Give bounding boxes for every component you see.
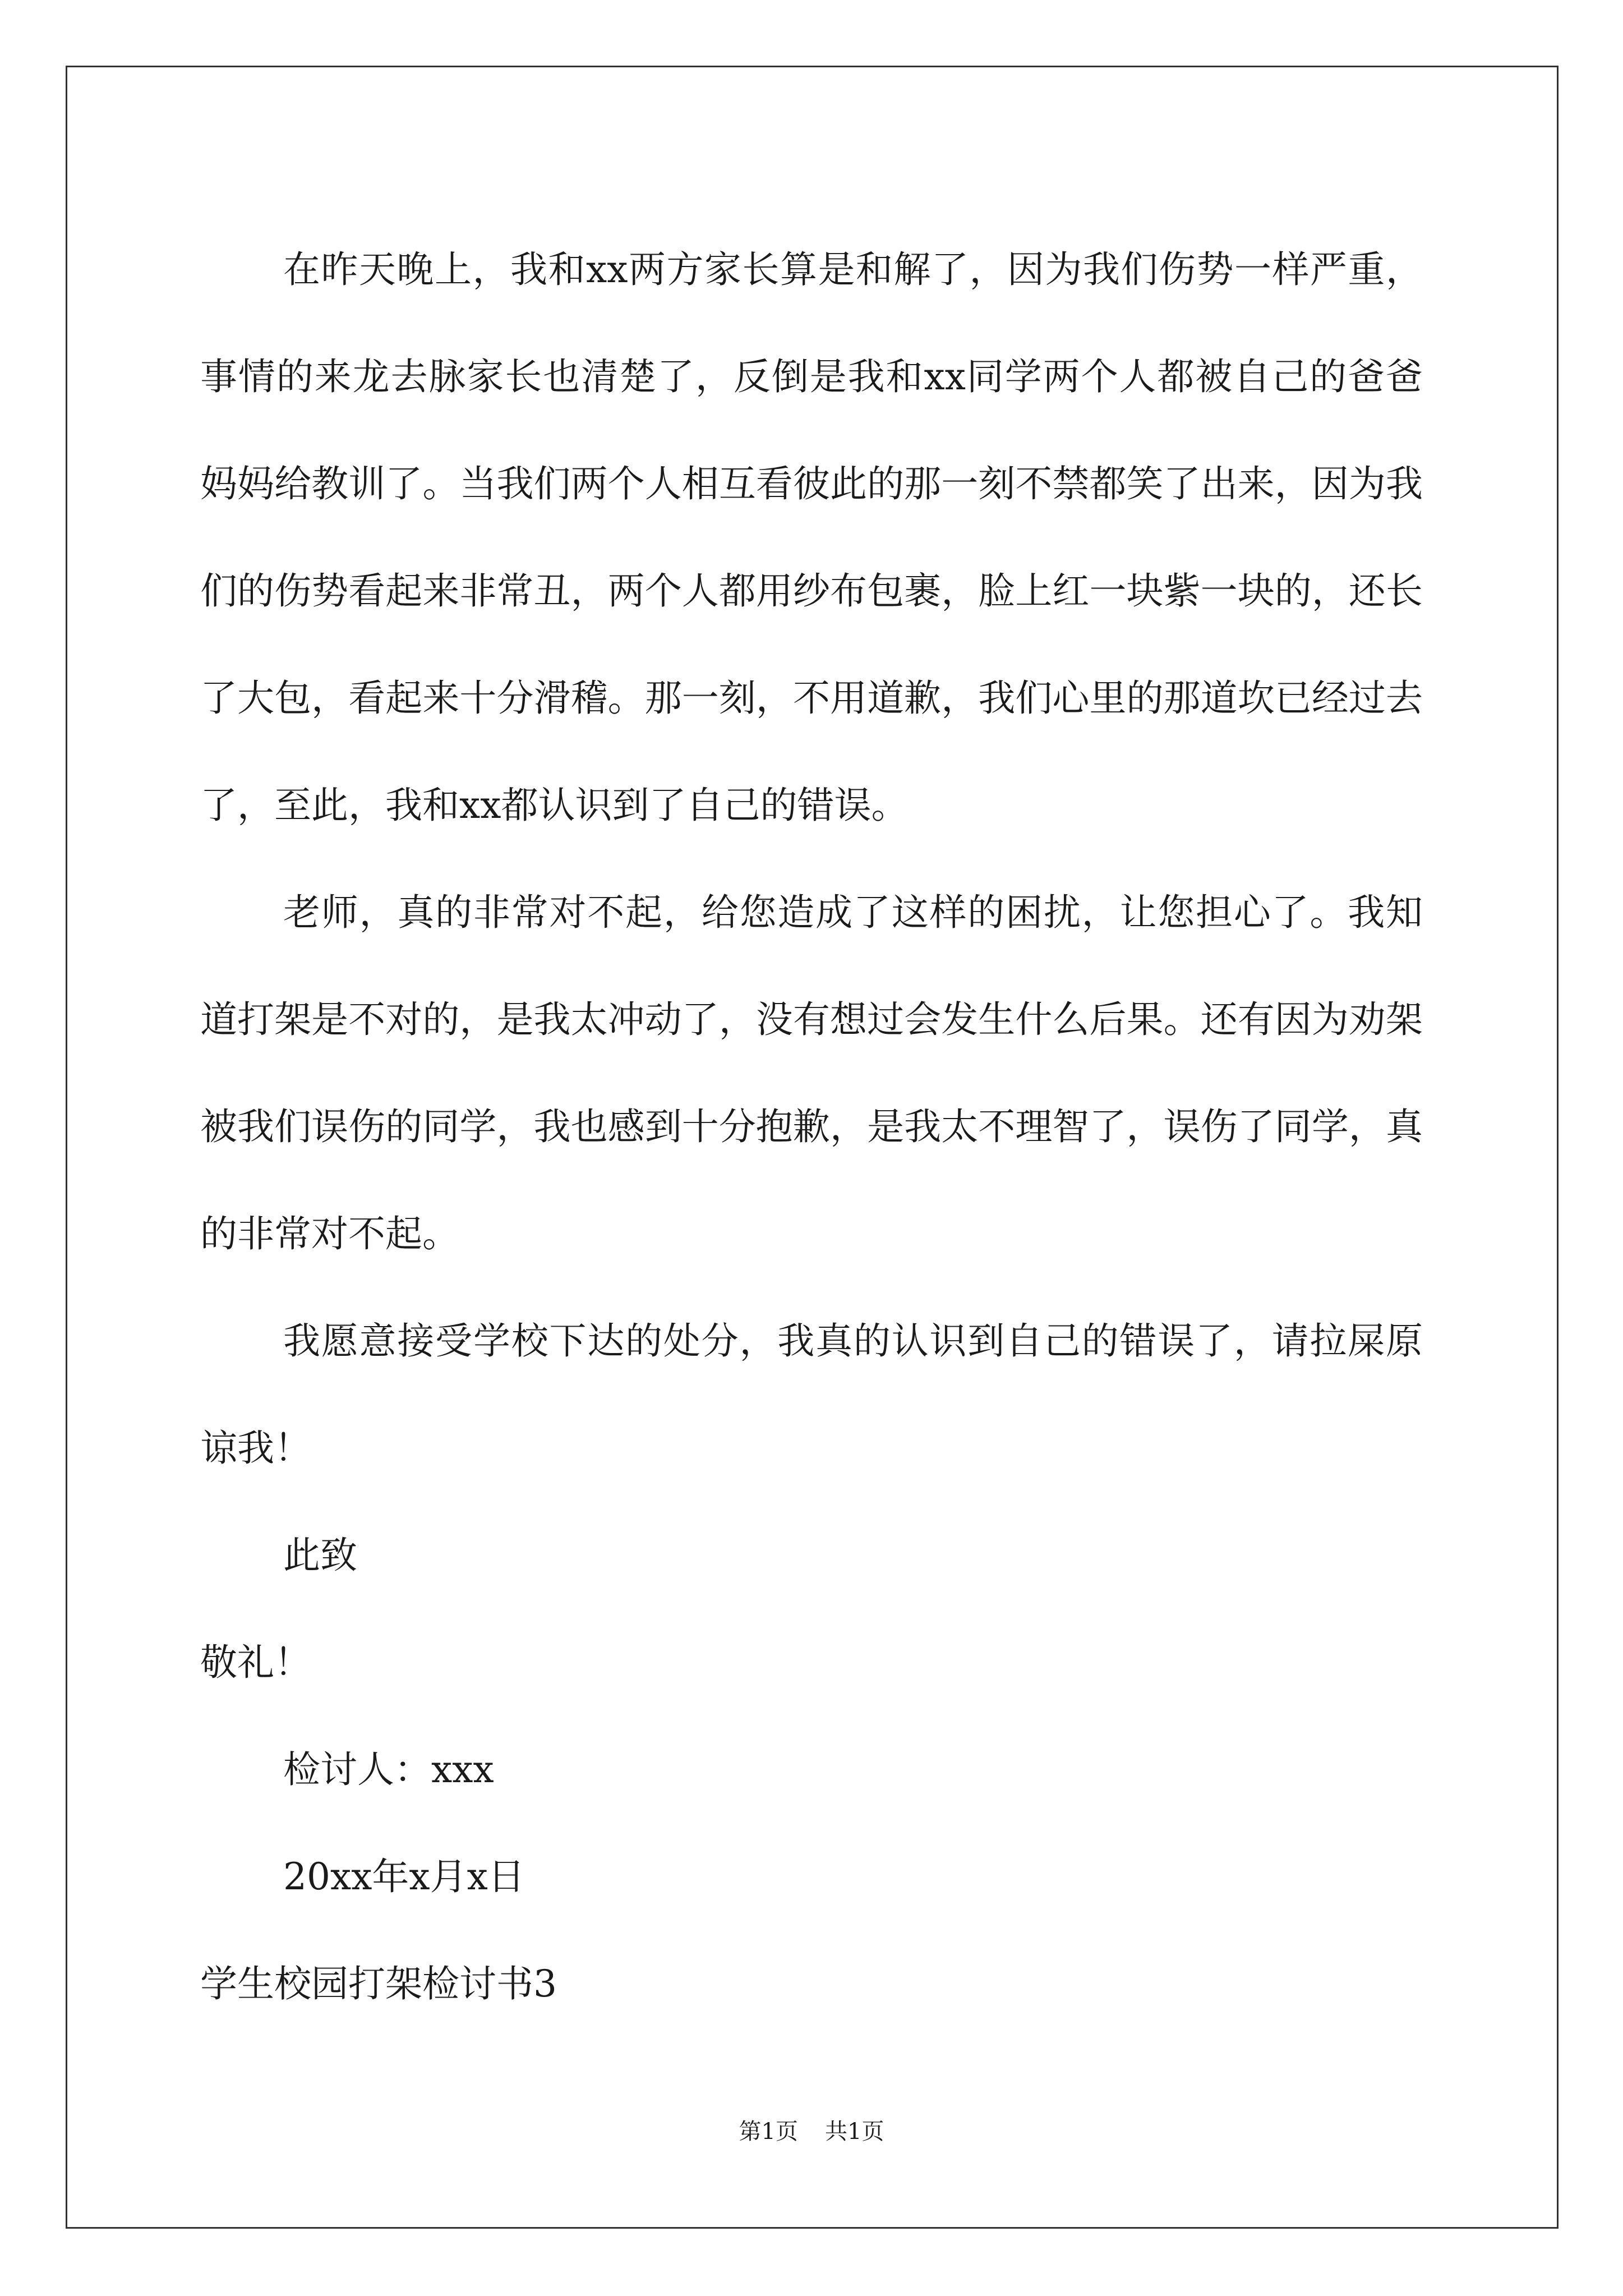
page-total: 共1页 (825, 2119, 884, 2145)
signature: 检讨人：xxx (283, 1748, 494, 1791)
next-section-title: 学生校园打架检讨书3 (200, 1962, 557, 2005)
page-number: 第1页 (739, 2119, 798, 2145)
salutation: 敬礼！ (200, 1641, 311, 1684)
paragraph-apology: 老师，真的非常对不起，给您造成了这样的困扰，让您担心了。我知道打架是不对的，是我太冲动了，没有想过会发生什么后果。还有因为劝架被我们误伤的同学，我也感到十分抱歉，是我太不理智了，误伤了同学，真的非常对不起。 (200, 891, 1423, 1255)
paragraph-acceptance: 我愿意接受学校下达的处分，我真的认识到自己的错误了，请拉屎原谅我！ (200, 1319, 1423, 1470)
document-body (200, 216, 1423, 2037)
paragraph-reconciliation: 在昨天晚上，我和xx两方家长算是和解了，因为我们伤势一样严重，事情的来龙去脉家长也清楚了，反倒是我和xx同学两个人都被自己的爸爸妈妈给教训了。当我们两个人相互看彼此的那一刻不禁都笑了出来，因为我们的伤势看起来非常丑，两个人都用纱布包裹，脸上红一块紫一块的，还长了大包，看起来十分滑稽。那一刻，不用道歉，我们心里的那道坎已经过去了，至此，我和xx都认识到了自己的错误。 (200, 248, 1423, 827)
page-footer (0, 2118, 1623, 2146)
date-line: 20xx年x月x日 (283, 1855, 525, 1898)
closing-phrase: 此致 (283, 1534, 357, 1577)
